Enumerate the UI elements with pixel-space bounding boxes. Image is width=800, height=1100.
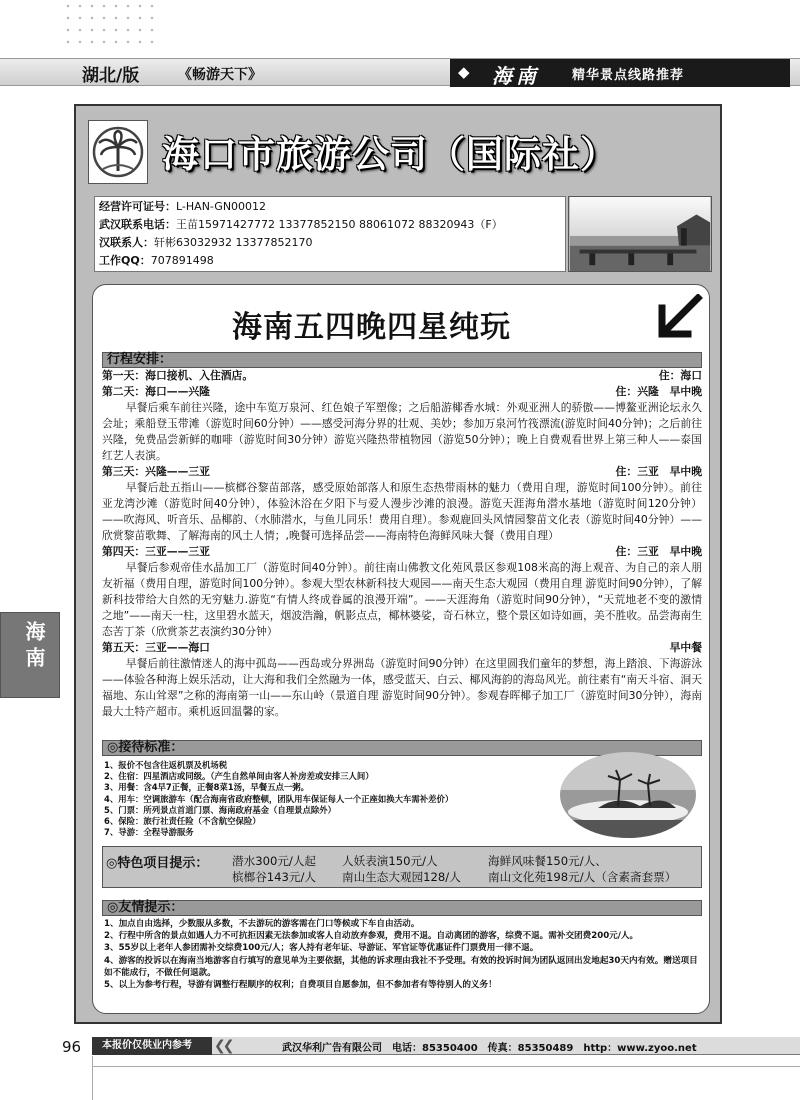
chevron-left-icon: ❮❮ (214, 1038, 232, 1054)
destination-banner (450, 59, 790, 87)
feature-item: 槟榔谷143元/人 (232, 870, 317, 884)
feature-item: 潜水300元/人起 (232, 854, 317, 868)
company-logo-icon (88, 120, 148, 184)
diamond-icon: ◆ (458, 63, 470, 81)
day-description: 早餐后赴五指山——槟榔谷黎苗部落，感受原始部落人和原生态热带雨林的魅力（费用自理，游览时间100分钟）。前往亚龙湾沙滩（游览时间40分钟），体验沐浴在夕阳下与爱人漫步沙滩的浪漫。游览天涯海角潜水基地（游览时间120分钟）——吹海风、听音乐、品椰韵、（水肺潜水，与鱼儿同乐！费用自理）。参观鹿回头风情园黎苗文化表（游览时间40分钟）——欣赏黎苗歌舞、了解海南的风土人情；,晚餐可选择品尝——海南特色海鲜风味大餐（费用自理） (102, 481, 702, 542)
feature-item: 人妖表演150元/人 (342, 854, 438, 868)
list-item: 4、用车：空调旅游车（配合海南省政府整顿，团队用车保证每人一个正座如换大车需补差价） (104, 793, 454, 804)
day-row (102, 384, 702, 400)
page-footer (92, 1037, 800, 1055)
wuhan-phone-label: 武汉联系电话： (99, 218, 176, 231)
page-header (0, 58, 800, 86)
day-description: 早餐后前往激情迷人的海中孤岛——西岛或分界洲岛（游览时间90分钟）在这里圆我们童年的梦想，海上踏浪、下海游泳——体验各种海上娱乐活动，让大海和我们全然融为一体，感受蓝天、白云、椰风海韵的海岛风光。前往素有“南天斗宿、洞天福地、东山耸翠”之称的海南第一山——东山岭（景道自理 游览时间90分钟）。参观春晖椰子加工厂（游览时间30分钟），海南最大土特产超市。乘机返回温馨的家。 (102, 657, 702, 718)
list-item: 6、保险：旅行社责任险（不含航空保险） (104, 816, 261, 827)
footer-divider (92, 1066, 800, 1067)
destination-name: 海南 (492, 64, 540, 88)
day-row (102, 464, 702, 480)
qq-number: 707891498 (150, 254, 214, 267)
day-title: 第二天：海口——兴隆 (102, 385, 210, 398)
list-item: 5、以上为参考行程，导游有调整行程顺序的权利；自费项目自愿参加，但不参加者有等待别人的义务！ (104, 980, 497, 991)
feature-row (232, 853, 702, 869)
feature-item: 海鲜风味餐150元/人、 (488, 854, 607, 868)
footer-divider (92, 1056, 93, 1100)
standards-header: ◎接待标准： (102, 740, 702, 756)
day-title: 第一天：海口接机、入住酒店。 (102, 369, 254, 382)
tips-list (104, 918, 702, 991)
list-item: 3、用餐：含4早7正餐，正餐8菜1汤，早餐五点一粥。 (104, 782, 310, 793)
list-item: 4、游客的投诉以在海南当地游客自行填写的意见单为主要依据，其他的诉求理由我社不予受理。有效的投诉时间为团队返回出发地起30天内有效。赠送项目如不能成行，不做任何退款。 (104, 955, 698, 978)
column-title: 《畅游天下》 (178, 67, 262, 83)
footer-note: 本报价仅供业内参考 (92, 1037, 212, 1055)
list-item: 1、报价不包含往返机票及机场税 (104, 760, 228, 770)
banner-subtitle: 精华景点线路推荐 (572, 68, 685, 83)
list-item: 2、住宿：四星酒店或同级。（产生自然单间由客人补房差或安排三人间） (104, 771, 374, 782)
tour-title: 海南五四晚四星纯玩 (232, 310, 511, 345)
day-stay: 住：三亚 早中晚 (615, 545, 702, 558)
qq-label: 工作QQ： (99, 254, 151, 267)
page-number: 96 (62, 1038, 82, 1056)
list-item: 3、55岁以上老年人参团需补交综费100元/人；客人持有老年证、导游证、军官证等优惠证件门票费用一律不退。 (104, 943, 539, 954)
footer-company: 武汉华利广告有限公司 电话：85350400 传真：85350489 http：www.zyoo.net (282, 1043, 697, 1054)
company-name: 海口市旅游公司（国际社） (162, 133, 618, 176)
feature-item: 南山文化苑198元/人（含素斋套票） (488, 870, 677, 884)
side-tab (0, 612, 60, 698)
side-tab-label: 海南 (22, 621, 46, 673)
features-list (232, 853, 702, 885)
itinerary-header: 行程安排： (102, 352, 702, 368)
license-label: 经营许可证号： (99, 200, 176, 213)
license-number: L-HAN-GN00012 (176, 200, 267, 213)
arrow-down-left-icon (652, 294, 704, 344)
day-stay: 住：三亚 早中晚 (615, 465, 702, 478)
features-header: ◎特色项目提示： (106, 856, 209, 871)
day-description: 早餐后乘车前往兴隆，途中车览万泉河、红色娘子军塑像；之后船游椰香水城：外观亚洲人的骄傲——博鳌亚洲论坛永久会址；乘船登玉带滩（游览时间60分钟）——感受河海分界的壮观、美妙；参加万泉河竹筏漂流(游览时间40分钟)；之后前往兴隆，免费品尝新鲜的咖啡（游览时间30分钟）游览兴隆热带植物园（游览50分钟）；晚上自费观看世界上第三种人——泰国红艺人表演。 (102, 401, 702, 462)
decorative-dot-grid (62, 0, 162, 48)
contact-box (94, 196, 566, 272)
day-title: 第五天：三亚——海口 (102, 641, 210, 654)
list-item: 5、门票：所列景点首道门票、海南政府基金（自理景点除外） (104, 804, 336, 815)
tips-header: ◎友情提示： (102, 900, 702, 916)
itinerary-days (102, 368, 702, 720)
hankou-contact: 轩彬63032932 13377852170 (154, 236, 313, 249)
list-item: 1、加点自由选择，少数服从多数，不去游玩的游客需在门口等候或下车自由活动。 (104, 919, 420, 929)
wuhan-phone: 王苗15971427772 13377852150 88061072 88320943（F） (176, 218, 503, 231)
hankou-contact-label: 汉联系人： (99, 236, 154, 249)
day-description: 早餐后参观帝佳水晶加工厂（游览时间40分钟）。前往南山佛教文化苑风景区参观108米高的海上观音、为自己的亲人朋友祈福（费用自理，游览时间100分钟）。参观大型农林新科技大观园——南天生态大观园（费用自理 游览时间90分钟），了解新科技带给大自然的无穷魅力.游览“有情人终成眷属的浪漫开端”。——天涯海角（游览时间90分钟），“天荒地老不变的激情之地”——南天一柱，这里碧水蓝天，烟波浩瀚，帆影点点，椰林婆娑，奇石林立，整个景区如诗如画，美不胜收。品尝海南生态苦丁茶（欣赏茶艺表演约30分钟） (102, 561, 702, 638)
feature-row (232, 869, 702, 885)
list-item: 2、行程中所含的景点如遇人力不可抗拒因素无法参加或客人自动放弃参观，费用不退。自动离团的游客，综费不退。需补交团费200元/人。 (104, 931, 639, 942)
day-title: 第三天：兴隆——三亚 (102, 465, 210, 478)
standards-list (104, 760, 556, 838)
resort-photo (568, 196, 712, 272)
feature-item: 南山生态大观园128/人 (342, 870, 461, 884)
day-row (102, 368, 702, 384)
list-item: 7、导游：全程导游服务 (104, 827, 194, 838)
edition-label: 湖北/版 (82, 66, 140, 86)
beach-island-photo (558, 750, 698, 840)
day-row (102, 640, 702, 656)
day-title: 第四天：三亚——三亚 (102, 545, 210, 558)
day-stay: 早中餐 (669, 641, 702, 654)
day-stay: 住：海口 (658, 369, 702, 382)
day-row (102, 544, 702, 560)
day-stay: 住：兴隆 早中晚 (615, 385, 702, 398)
